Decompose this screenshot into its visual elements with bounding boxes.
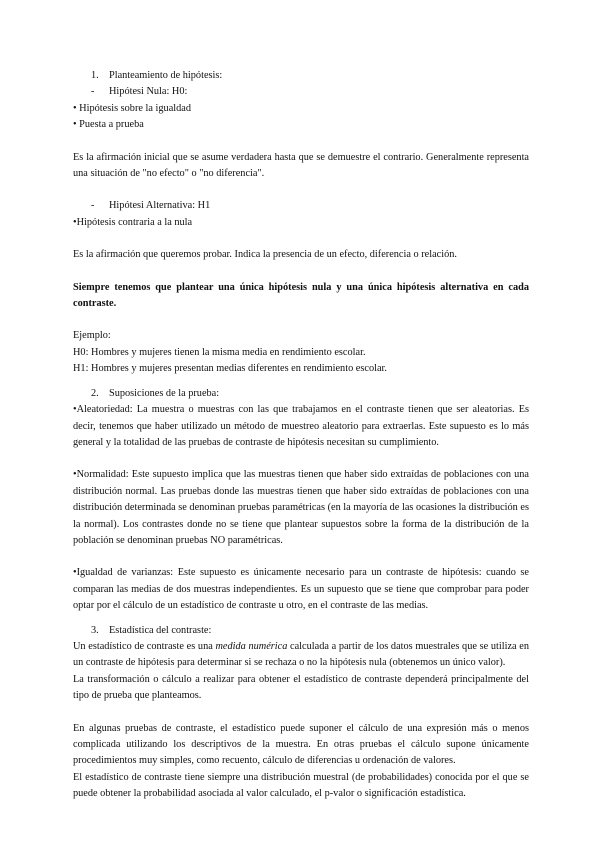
statistic-complexity: En algunas pruebas de contraste, el estadístico puede suponer el cálculo de una expresión más o menos complicada utilizando los descriptivos de la muestra. En otras pruebas el cálculo supone únicamente procedimientos muy simples, como recuento, cálculo de diferencias u ordenación de valores. xyxy=(73,722,529,767)
null-hypothesis-title: Hipótesi Nula: H0: xyxy=(109,86,188,98)
statistic-distribution: El estadístico de contraste tiene siempre una distribución muestral (de probabilidades) conocida por el que se puede obtener la probabilidad asociada al valor calculado, el p-valor o significación estadística. xyxy=(73,771,529,800)
alt-bullet: •Hipótesis contraria a la nula xyxy=(73,216,193,228)
document-page xyxy=(73,68,529,803)
example-h0: H0: Hombres y mujeres tienen la misma media en rendimiento escolar. xyxy=(73,346,366,358)
section-1-heading xyxy=(73,68,529,84)
section-2-heading xyxy=(73,386,529,402)
emphasis-text: medida numérica xyxy=(215,640,288,652)
assumption-randomness: •Aleatoriedad: La muestra o muestras con las que trabajamos en el contraste tienen que ser aleatorias. Es decir, tenemos que haber utilizado un método de muestreo aleatorio para extraerlas. Este supuesto es lo más general y la totalidad de las pruebas de contraste de hipótesis necesitan su cumplimiento. xyxy=(73,404,529,448)
example-label: Ejemplo: xyxy=(73,330,111,342)
section-number: 2. xyxy=(91,387,99,399)
section-3-heading xyxy=(73,623,529,639)
null-hypothesis-description: Es la afirmación inicial que se asume verdadera hasta que se demuestre el contrario. Generalmente representa una situación de "no efecto" o "no diferencia". xyxy=(73,151,529,180)
null-bullet-1: • Hipótesis sobre la igualdad xyxy=(73,102,191,114)
statistic-transformation: La transformación o cálculo a realizar para obtener el estadístico de contraste dependerá principalmente del tipo de prueba que planteamos. xyxy=(73,673,529,702)
text-run: Un estadístico de contraste es una xyxy=(73,640,216,652)
dash-marker: - xyxy=(91,86,95,98)
assumption-equal-variances: •Igualdad de varianzas: Este supuesto es únicamente necesario para un contraste de hipótesis: cuando se comparan las medias de dos muestras independientes. Es un supuesto que se tiene que comprobar para poder optar por el cálculo de un estadístico de contraste u otro, en el contraste de las medias. xyxy=(73,567,529,612)
assumption-normality: •Normalidad: Este supuesto implica que las muestras tienen que haber sido extraídas de poblaciones con una distribución normal. Las pruebas donde las muestras tienen que haber sido extraídas de poblaciones con una distribución determinada se denominan pruebas paramétricas (en la mayoría de las ocasiones la distribución es la normal). Los contrastes donde no se tiene que plantear supuestos sobre la forma de la distribución de la población se denominan pruebas NO paramétricas. xyxy=(73,469,529,546)
section-title: Planteamiento de hipótesis: xyxy=(109,70,223,81)
dash-marker: - xyxy=(91,200,95,212)
bold-note: Siempre tenemos que plantear una única hipótesis nula y una única hipótesis alternativa en cada contraste. xyxy=(73,281,529,310)
section-title: Suposiciones de la prueba: xyxy=(109,387,220,399)
section-number: 1. xyxy=(91,70,99,81)
section-number: 3. xyxy=(91,624,99,636)
null-bullet-2: • Puesta a prueba xyxy=(73,119,144,131)
alt-hypothesis-description: Es la afirmación que queremos probar. Indica la presencia de un efecto, diferencia o relación. xyxy=(73,249,457,261)
text-run: calculada a partir de los datos muestrales que se utiliza en un contraste de hipótesis para determinar si se rechaza o no la hipótesis nula (obtenemos un único valor). xyxy=(73,640,529,669)
statistic-definition xyxy=(73,639,529,672)
null-hypothesis-heading xyxy=(73,84,529,100)
section-title: Estadística del contraste: xyxy=(109,624,212,636)
alt-hypothesis-title: Hipótesi Alternativa: H1 xyxy=(109,200,211,212)
example-h1: H1: Hombres y mujeres presentan medias diferentes en rendimiento escolar. xyxy=(73,363,387,375)
alt-hypothesis-heading xyxy=(73,198,529,214)
